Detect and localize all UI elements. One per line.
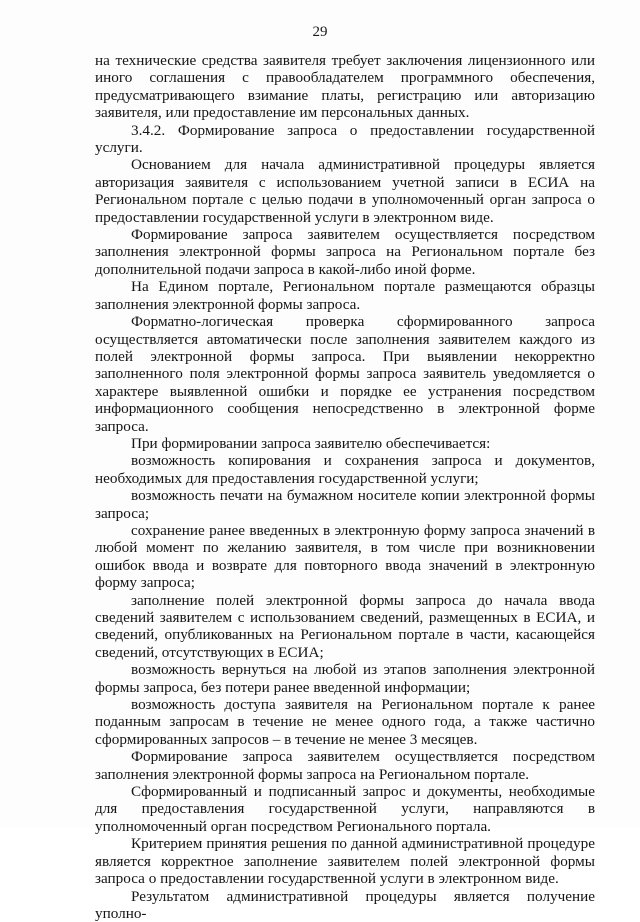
list-item: сохранение ранее введенных в электронную форму запроса значений в любой момент по желанию заявителя, в том числе при возникновении ошибок ввода и возврате для повторного ввода значений в электронную форму запроса; [95,521,595,592]
paragraph: Формирование запроса заявителем осуществляется посредством заполнения электронной формы запроса на Региональном портале без дополнительной подачи запроса в какой-либо иной форме. [95,226,595,278]
list-item: возможность печати на бумажном носителе копии электронной формы запроса; [95,487,595,522]
paragraph: Сформированный и подписанный запрос и документы, необходимые для предоставления государственной услуги, направляются в уполномоченный орган посредством Регионального портала. [95,783,595,835]
paragraph: Критерием принятия решения по данной административной процедуре является корректное заполнение заявителем полей электронной формы запроса о предоставлении государственной услуги в электронном виде. [95,835,595,888]
paragraph: На Едином портале, Региональном портале размещаются образцы заполнения электронной формы запроса. [95,278,595,313]
section-heading-3-4-2: 3.4.2. Формирование запроса о предоставлении государственной услуги. [95,121,595,157]
list-item: возможность доступа заявителя на Региональном портале к ранее поданным запросам в течение не менее одного года, а также частично сформированных запросов – в течение не менее 3 месяцев. [95,696,595,748]
paragraph: Формирование запроса заявителем осуществляется посредством заполнения электронной формы запроса на Региональном портале. [95,748,595,783]
document-body [95,52,595,922]
paragraph: Форматно-логическая проверка сформированного запроса осуществляется автоматически после заполнения заявителем каждого из полей электронной формы запроса. При выявлении некорректно заполненного поля электронной формы запроса заявитель уведомляется о характере выявленной ошибки и порядке ее устранения посредством информационного сообщения непосредственно в электронной форме запроса. [95,313,595,435]
paragraph: Основанием для начала административной процедуры является авторизация заявителя с использованием учетной записи в ЕСИА на Региональном портале с целью подачи в уполномоченный орган запроса о предоставлении государственной услуги в электронном виде. [95,156,595,226]
paragraph-continuation: на технические средства заявителя требует заключения лицензионного или иного соглашения с правообладателем программного обеспечения, предусматривающего взимание платы, регистрацию или авторизацию заявителя, или предоставление им персональных данных. [95,52,595,122]
page-number: 29 [312,24,328,40]
list-item: возможность вернуться на любой из этапов заполнения электронной формы запроса, без потери ранее введенной информации; [95,661,595,696]
paragraph: При формировании запроса заявителю обеспечивается: [131,434,491,452]
list-item: возможность копирования и сохранения запроса и документов, необходимых для предоставления государственной услуги; [95,452,595,487]
list-item: заполнение полей электронной формы запроса до начала ввода сведений заявителем с использованием сведений, размещенных в ЕСИА, и сведений, опубликованных на Региональном портале в части, касающейся сведений, отсутствующих в ЕСИА; [95,591,595,661]
paragraph-cut-off: Результатом административной процедуры является получение уполно- [95,887,595,922]
